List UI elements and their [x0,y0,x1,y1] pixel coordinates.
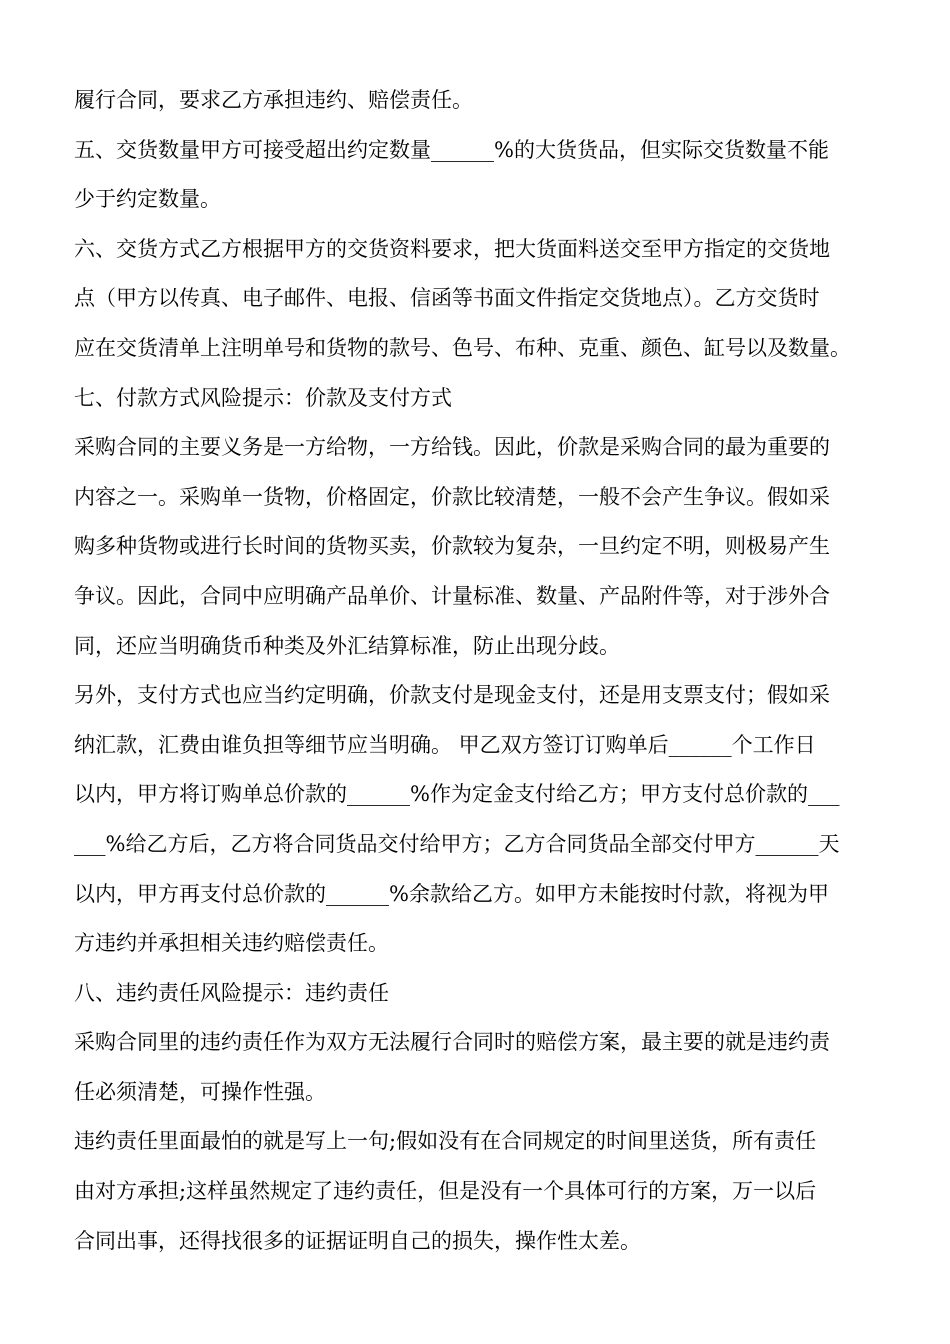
text-line: ___%给乙方后，乙方将合同货品交付给甲方；乙方合同货品全部交付甲方______天 [74,831,840,856]
section-seven-heading: 七、付款方式风险提示：价款及支付方式 [74,385,452,410]
section-eight-heading: 八、违约责任风险提示：违约责任 [74,980,389,1005]
text-line: 由对方承担;这样虽然规定了违约责任，但是没有一个具体可行的方案，万一以后 [74,1179,817,1204]
text-line: 点（甲方以传真、电子邮件、电报、信函等书面文件指定交货地点）。乙方交货时 [74,286,820,311]
text-line: 采购合同里的违约责任作为双方无法履行合同时的赔偿方案，最主要的就是违约责 [74,1030,830,1055]
text-line: 任必须清楚，可操作性强。 [74,1079,326,1104]
text-line: 以内，甲方将订购单总价款的______%作为定金支付给乙方；甲方支付总价款的___ [74,782,840,807]
text-line: 另外，支付方式也应当约定明确，价款支付是现金支付，还是用支票支付；假如采 [74,683,830,708]
text-line: 合同出事，还得找很多的证据证明自己的损失，操作性太差。 [74,1228,641,1253]
text-line: 方违约并承担相关违约赔偿责任。 [74,931,389,956]
text-line: 纳汇款，汇费由谁负担等细节应当明确。 甲乙双方签订订购单后______个工作日 [74,732,816,757]
text-line: 违约责任里面最怕的就是写上一句;假如没有在合同规定的时间里送货，所有责任 [74,1129,817,1154]
text-line: 履行合同，要求乙方承担违约、赔偿责任。 [74,88,473,112]
text-line: 内容之一。采购单一货物，价格固定，价款比较清楚，一般不会产生争议。假如采 [74,484,830,509]
text-line: 应在交货清单上注明单号和货物的款号、色号、布种、克重、颜色、缸号以及数量。 [74,335,851,360]
section-six-heading: 六、交货方式乙方根据甲方的交货资料要求，把大货面料送交至甲方指定的交货地 [74,236,830,261]
text-line: 以内，甲方再支付总价款的______%余款给乙方。如甲方未能按时付款，将视为甲 [74,881,829,906]
text-line: 同，还应当明确货币种类及外汇结算标准，防止出现分歧。 [74,633,620,658]
text-line: 购多种货物或进行长时间的货物买卖，价款较为复杂，一旦约定不明，则极易产生 [74,534,830,559]
text-line: 采购合同的主要义务是一方给物，一方给钱。因此，价款是采购合同的最为重要的 [74,435,830,460]
section-five-heading: 五、交货数量甲方可接受超出约定数量______%的大货货品，但实际交货数量不能 [74,137,829,162]
text-line: 少于约定数量。 [74,187,221,212]
text-line: 争议。因此，合同中应明确产品单价、计量标准、数量、产品附件等，对于涉外合 [74,583,830,608]
